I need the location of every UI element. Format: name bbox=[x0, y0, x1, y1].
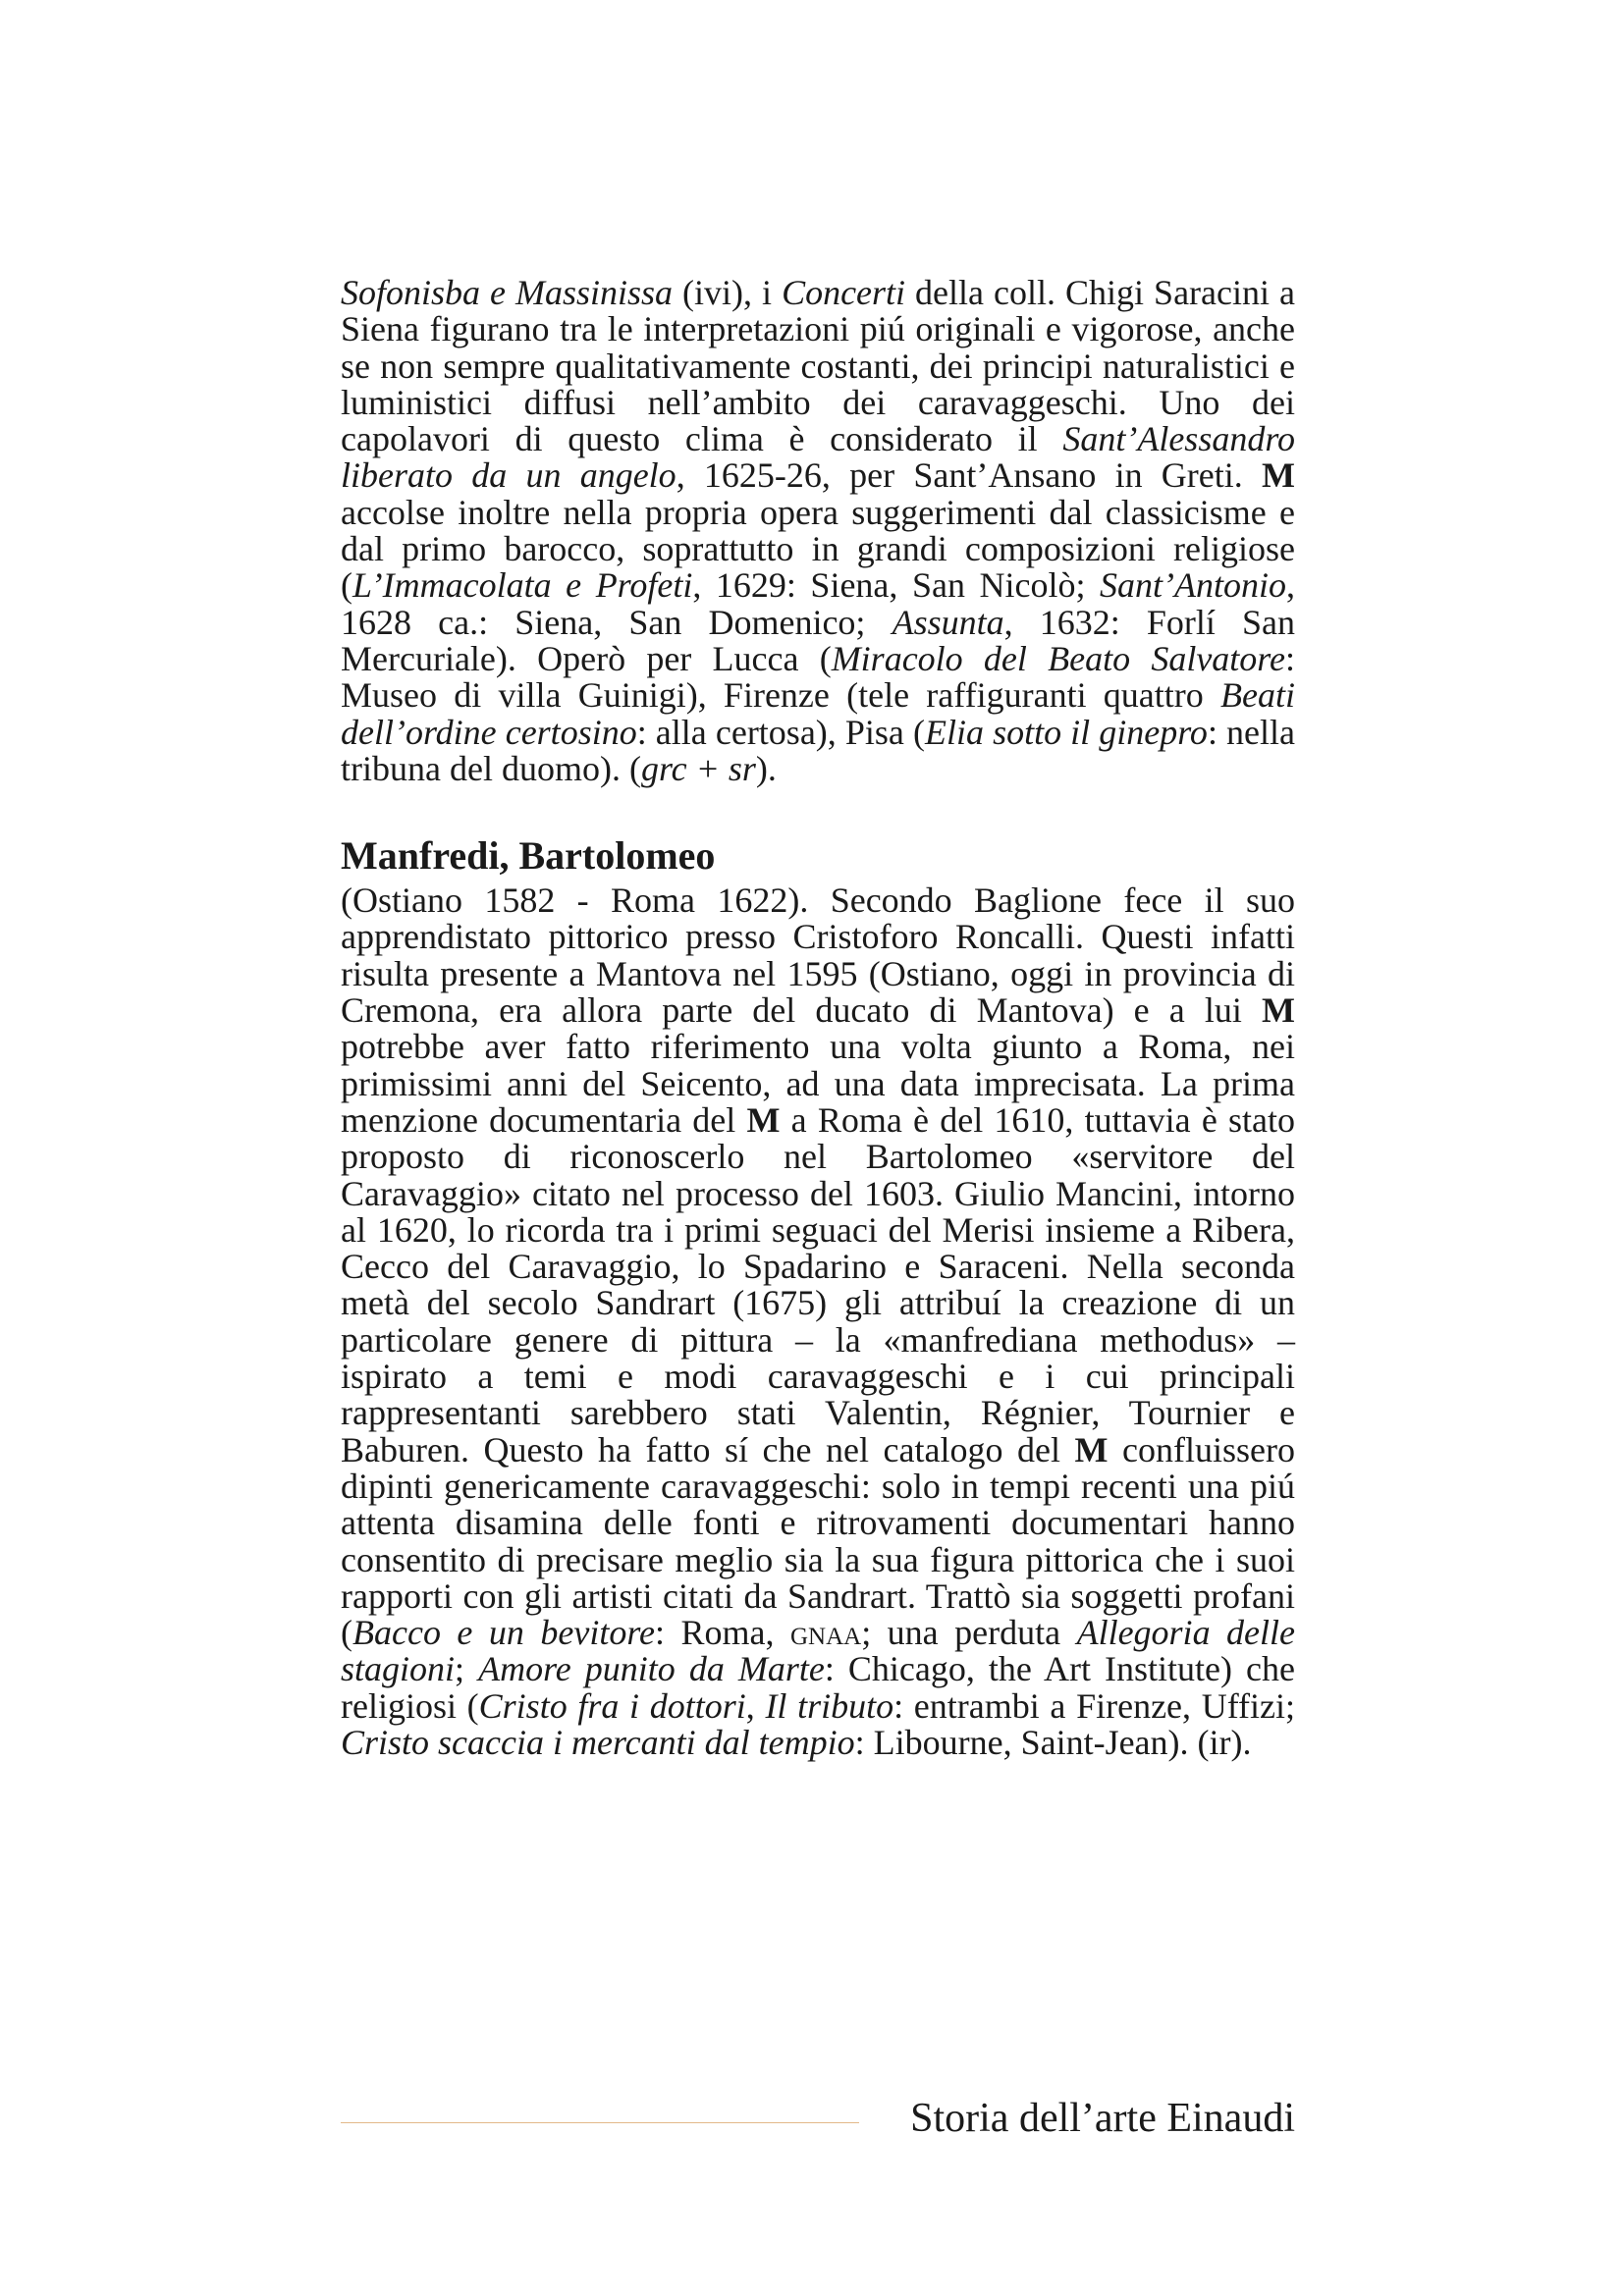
entry-abbreviation: M bbox=[746, 1099, 781, 1140]
artwork-title: Cristo fra i dottori bbox=[478, 1685, 746, 1726]
author-initials: grc + sr bbox=[640, 748, 756, 788]
entry-abbreviation: M bbox=[1262, 990, 1295, 1031]
entry-heading: Manfredi, Bartolomeo bbox=[341, 833, 716, 879]
page-body bbox=[341, 275, 1295, 1761]
artwork-title: Sant’Antonio bbox=[1100, 565, 1286, 606]
entry-abbreviation: M bbox=[1262, 455, 1295, 496]
artwork-title: Miracolo del Beato Salvatore bbox=[831, 638, 1285, 678]
artwork-title: Cristo scaccia i mercanti dal tempio bbox=[341, 1722, 855, 1762]
artwork-title: Il tributo bbox=[765, 1685, 894, 1726]
publisher-name: Storia dell’arte Einaudi bbox=[910, 2096, 1295, 2141]
artwork-title: Sofonisba e Massinissa bbox=[341, 273, 674, 312]
artwork-title: Allegoria delle stagioni bbox=[341, 1613, 1296, 1689]
artwork-title: Amore punito da Marte bbox=[478, 1649, 825, 1689]
entry-abbreviation: M bbox=[1074, 1429, 1109, 1469]
artwork-title: Assunta bbox=[892, 602, 1004, 642]
continuation-paragraph: Sofonisba e Massinissa (ivi), i Concerti della coll. Chigi Saracini a Siena figurano tra le interpretazioni piú originali e vigorose, anche se non sempre qualitativamente costanti, dei principi naturalistici e luministici diffusi nell’ambito dei caravaggeschi. Uno dei capolavori di questo clima è considerato il Sant’Alessandro liberato da un angelo, 1625-26, per Sant’Ansano in Greti. M accolse inoltre nella propria opera suggerimenti dal classicisme e dal primo barocco, soprattutto in grandi composizioni religiose (L’Immacolata e Profeti, 1629: Siena, San Nicolò; Sant’Antonio, 1628 ca.: Siena, San Domenico; Assunta, 1632: Forlí San Mercuriale). Operò per Lucca (Miracolo del Beato Salvatore: Museo di villa Guinigi), Firenze (tele raffiguranti quattro Beati dell’ordine certosino: alla certosa), Pisa (Elia sotto il ginepro: nella tribuna del duomo). (grc + sr). bbox=[341, 273, 1296, 788]
artwork-title: Bacco e un bevitore bbox=[352, 1613, 655, 1653]
artwork-title: L’Immacolata e Profeti bbox=[352, 565, 693, 606]
artwork-title: Elia sotto il ginepro bbox=[924, 712, 1208, 752]
artwork-title: Concerti bbox=[782, 273, 906, 312]
artwork-title: Sant’Alessandro liberato da un angelo bbox=[341, 419, 1295, 496]
museum-abbreviation: gnaa bbox=[789, 1613, 862, 1653]
entry-paragraph: (Ostiano 1582 - Roma 1622). Secondo Baglione fece il suo apprendistato pittorico presso Cristoforo Roncalli. Questi infatti risulta presente a Mantova nel 1595 (Ostiano, oggi in provincia di Cremona, era allora parte del ducato di Mantova) e a lui M potrebbe aver fatto riferimento una volta giunto a Roma, nei primissimi anni del Seicento, ad una data imprecisata. La prima menzione documentaria del M a Roma è del 1610, tuttavia è stato proposto di riconoscerlo nel Bartolomeo «servitore del Caravaggio» citato nel processo del 1603. Giulio Mancini, intorno al 1620, lo ricorda tra i primi seguaci del Merisi insieme a Ribera, Cecco del Caravaggio, lo Spadarino e Saraceni. Nella seconda metà del secolo Sandrart (1675) gli attribuí la creazione di un particolare genere di pittura – la «manfrediana methodus» – ispirato a temi e modi caravaggeschi e i cui principali rappresentanti sarebbero stati Valentin, Régnier, Tournier e Baburen. Questo ha fatto sí che nel catalogo del M confluissero dipinti genericamente caravaggeschi: solo in tempi recenti una piú attenta disamina delle fonti e ritrovamenti documentari hanno consentito di precisare meglio sia la sua figura pittorica che i suoi rapporti con gli artisti citati da Sandrart. Trattò sia soggetti profani (Bacco e un bevitore: Roma, gnaa; una perduta Allegoria delle stagioni; Amore punito da Marte: Chicago, the Art Institute) che religiosi (Cristo fra i dottori, Il tributo: entrambi a Firenze, Uffizi; Cristo scaccia i mercanti dal tempio: Libourne, Saint-Jean). (ir). bbox=[341, 881, 1296, 1762]
footer-rule bbox=[341, 2122, 859, 2123]
page-footer bbox=[341, 2091, 1295, 2150]
artwork-title: Beati dell’ordine certosino bbox=[341, 675, 1295, 752]
